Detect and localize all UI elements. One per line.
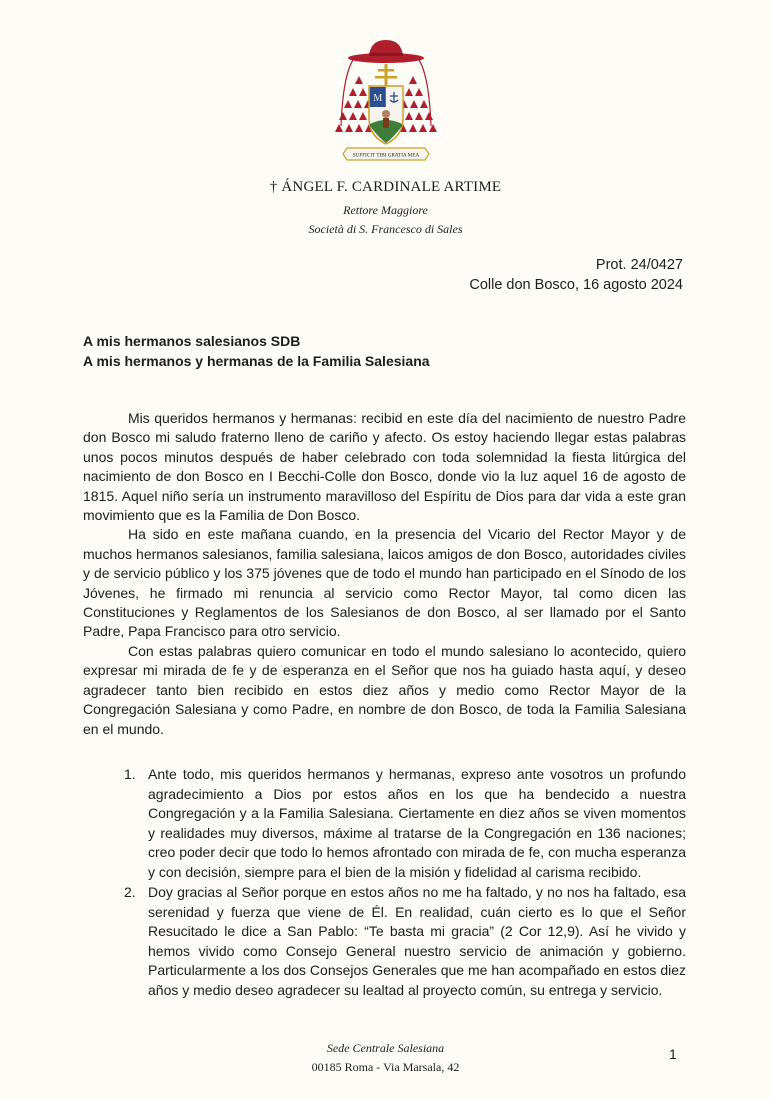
addressee-line: A mis hermanos y hermanas de la Familia Salesiana — [83, 353, 430, 369]
paragraph: Con estas palabras quiero comunicar en todo el mundo salesiano lo acontecido, quiero expresar mi mirada de fe y de esperanza en el Señor que nos ha guiado hasta aquí, y deseo agradecer tanto bien recibido en estos diez años y medio como Rector Mayor de la Congregación Salesiana y como Padre, en nombre de don Bosco, de toda la Familia Salesiana en el mundo. — [83, 642, 686, 737]
svg-text:M: M — [373, 93, 383, 104]
page-number: 1 — [669, 1046, 677, 1062]
protocol-number: Prot. 24/0427 — [595, 257, 683, 273]
motto-scroll — [343, 148, 429, 160]
footer-address: 00185 Roma - Via Marsala, 42 — [311, 1060, 460, 1074]
sender-role: Rettore Maggiore — [343, 203, 428, 217]
cardinal-hat-icon — [348, 40, 424, 63]
list-text: Ante todo, mis queridos hermanos y hermanas, expreso ante vosotros un profundo agradecimiento a Dios por estos años en los que ha bendecido a nuestra Congregación y a la Familia Salesiana. Ciertamente en diez años se viven momentos y realidades muy diversos, máxime al tratarse de la Congregación en 136 naciones; creo poder decir que todo lo hemos afrontado con mirada de fe, con mucha esperanza y con decisión, siempre para el bien de la misión y fidelidad al carisma recibido. — [148, 766, 686, 880]
list-number: 1. — [124, 766, 136, 782]
letter-body — [83, 409, 686, 739]
paragraph: Ha sido en este mañana cuando, en la presencia del Vicario del Rector Mayor y de muchos hermanos salesianos, familia salesiana, laicos amigos de don Bosco, autoridades civiles y de servicio público y los 375 jóvenes que de todo el mundo han participado en el Sínodo de los Jóvenes, he firmado mi renuncia al servicio como Rector Mayor, tal como dicen las Constituciones y Reglamentos de los Salesianos de don Bosco, al ser llamado por el Santo Padre, Papa Francisco para otro servicio. — [83, 526, 686, 640]
shield-icon — [369, 86, 403, 144]
sender-society: Società di S. Francesco di Sales — [308, 222, 463, 236]
footer-institution: Sede Centrale Salesiana — [326, 1041, 445, 1055]
addressee-line: A mis hermanos salesianos SDB — [83, 333, 301, 349]
place-date: Colle don Bosco, 16 agosto 2024 — [469, 277, 683, 293]
list-item — [124, 765, 686, 882]
sender-name: † ÁNGEL F. CARDINALE ARTIME — [269, 179, 502, 195]
cardinal-coat-of-arms — [333, 36, 439, 166]
list-item — [124, 883, 686, 1000]
paragraph: Mis queridos hermanos y hermanas: recibid en este día del nacimiento de nuestro Padre don Bosco mi saludo fraterno lleno de cariño y afecto. Os estoy haciendo llegar estas palabras unos pocos minutos después de haber celebrado con toda solemnidad la fiesta litúrgica del nacimiento de don Bosco en I Becchi-Colle don Bosco, donde vio la luz aquel 16 de agosto de 1815. Aquel niño sería un instrumento maravilloso del Espíritu de Dios para dar vida a este gran movimiento que es la Familia de Don Bosco. — [83, 410, 686, 524]
numbered-list — [124, 765, 686, 1001]
list-number: 2. — [124, 884, 136, 900]
list-text: Doy gracias al Señor porque en estos años no me ha faltado, y no nos ha faltado, esa serenidad y fuerza que viene de Él. En realidad, cuán cierto es lo que el Señor Resucitado le dice a San Pablo: “Te basta mi gracia” (2 Cor 12,9). Así he vivido y hemos vivido como Consejo General nuestro servicio de animación y gobierno. Particularmente a los dos Consejos Generales que me han acompañado en estos diez años y medio deseo agradecer su lealtad al proyecto común, su entrega y servicio. — [148, 884, 686, 998]
motto-text: SUFFICIT TIBI GRATIA MEA — [352, 152, 420, 159]
